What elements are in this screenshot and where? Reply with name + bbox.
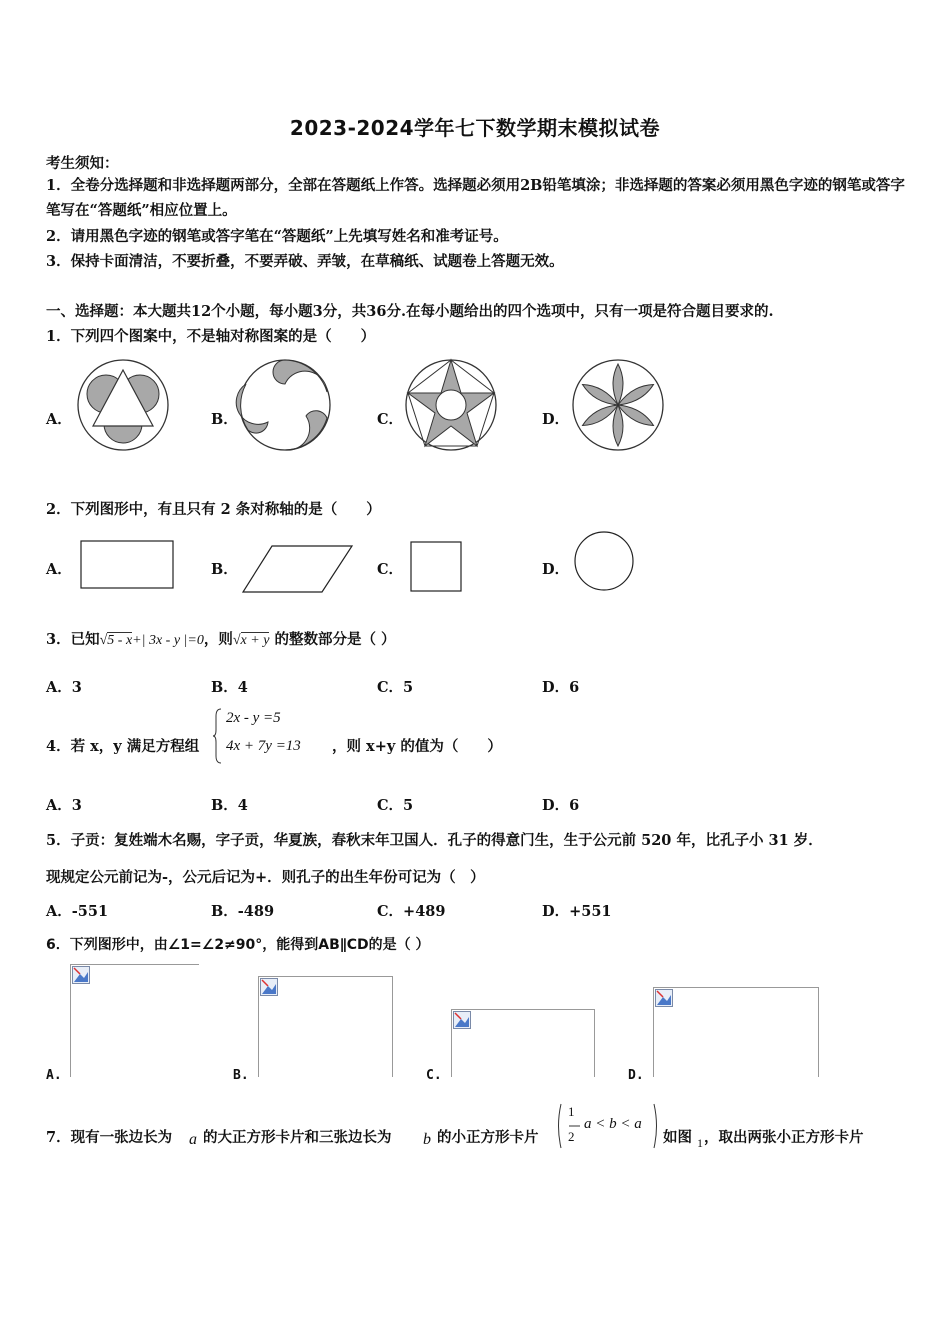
- q5-option-d: D．+551: [542, 903, 612, 920]
- q3-option-b: B．4: [211, 679, 248, 696]
- q4-eq1: 2x - y =5: [226, 710, 281, 726]
- q2-stem: 2．下列图形中，有且只有 2 条对称轴的是（ ）: [46, 501, 381, 518]
- q4-suffix: ，则 x+y 的值为（ ）: [332, 738, 502, 755]
- q6-figure-b-placeholder: [258, 976, 393, 1077]
- q6-label-b: B.: [233, 1068, 249, 1083]
- q1-figure-a: [76, 358, 170, 452]
- q1-figure-d: [571, 358, 665, 452]
- q7-mid2: 的小正方形卡片: [437, 1129, 539, 1146]
- q3-option-c: C．5: [377, 679, 414, 696]
- q7-prefix: 7．现有一张边长为: [46, 1129, 173, 1146]
- q2-figure-rectangle: [80, 540, 175, 590]
- q2-label-b: B．: [211, 561, 238, 578]
- q4-option-a: A．3: [46, 797, 82, 814]
- q7-frac-num: 1: [568, 1104, 575, 1119]
- q5-option-c: C．+489: [377, 903, 446, 920]
- q5-option-b: B．-489: [211, 903, 275, 920]
- q7-fig-num: 1: [697, 1136, 703, 1150]
- q4-prefix: 4．若 x，y 满足方程组: [46, 738, 200, 755]
- q1-label-b: B．: [211, 411, 238, 428]
- q3-expr2-radicand: x + y: [240, 633, 270, 648]
- q6-label-d: D.: [628, 1068, 644, 1083]
- q4-brace: [213, 708, 223, 764]
- q6-label-a: A.: [46, 1068, 62, 1083]
- q7-suffix: ，取出两张小正方形卡片: [704, 1129, 864, 1146]
- broken-image-icon: [260, 978, 278, 996]
- notice-heading: 考生须知：: [46, 155, 119, 172]
- q3-expr1-rest: +| 3x - y |=0: [132, 633, 204, 648]
- broken-image-icon: [453, 1011, 471, 1029]
- q2-figure-circle: [573, 531, 635, 593]
- q1-figure-c: [404, 358, 498, 452]
- q6-figure-c-placeholder: [451, 1009, 595, 1077]
- q1-stem: 1．下列四个图案中，不是轴对称图案的是（ ）: [46, 328, 376, 345]
- q5-line2: 现规定公元前记为-，公元后记为+．则孔子的出生年份可记为（ ）: [46, 869, 485, 886]
- page-title: 2023-2024学年七下数学期末模拟试卷: [289, 116, 661, 140]
- q6-figure-d-placeholder: [653, 987, 819, 1077]
- q7-a: a: [189, 1131, 197, 1148]
- q7-frac-den: 2: [568, 1129, 575, 1144]
- broken-image-icon: [655, 989, 673, 1007]
- notice-item-1: 1．全卷分选择题和非选择题两部分，全部在答题纸上作答。选择题必须用2B铅笔填涂；非选择题的答案必须用黑色字迹的钢笔或答字笔写在“答题纸”相应位置上。: [46, 177, 905, 219]
- q3-mid: ，则: [203, 631, 233, 648]
- q5-line1: 5．子贡：复姓端木名赐，字子贡，华夏族，春秋末年卫国人．孔子的得意门生，生于公元前 520 年，比孔子小 31 岁．: [46, 832, 823, 849]
- q2-label-a: A．: [46, 561, 72, 578]
- q6-stem: 6．下列图形中，由∠1=∠2≠90°，能得到AB∥CD的是（ ）: [46, 937, 430, 953]
- q4-eq2: 4x + 7y =13: [226, 738, 301, 754]
- q7-inequality: a < b < a: [584, 1116, 642, 1132]
- q5-option-a: A．-551: [46, 903, 109, 920]
- q3-option-d: D．6: [542, 679, 580, 696]
- q4-option-b: B．4: [211, 797, 248, 814]
- q7-b: b: [423, 1131, 431, 1148]
- q6-label-c: C.: [426, 1068, 442, 1083]
- q4-option-c: C．5: [377, 797, 414, 814]
- q3-suffix: 的整数部分是（ ）: [274, 631, 396, 648]
- broken-image-icon: [72, 966, 90, 984]
- q6-figure-a-placeholder: [70, 964, 199, 1077]
- q2-figure-parallelogram: [242, 544, 354, 594]
- q1-figure-b: [238, 358, 332, 452]
- q2-label-d: D．: [542, 561, 570, 578]
- q2-figure-square: [410, 541, 464, 593]
- q7-fig: 如图: [663, 1129, 692, 1146]
- section-heading: 一、选择题：本大题共12个小题，每小题3分，共36分.在每小题给出的四个选项中，只有一项是符合题目要求的.: [46, 303, 774, 320]
- q1-label-d: D．: [542, 411, 570, 428]
- q3-expr1-radicand: 5 - x: [107, 633, 133, 648]
- q3-option-a: A．3: [46, 679, 82, 696]
- q3-stem: 3．已知√5 - x+| 3x - y |=0，则√x + y 的整数部分是（ ）: [46, 631, 396, 648]
- q2-label-c: C．: [377, 561, 404, 578]
- q3-prefix: 3．已知: [46, 631, 100, 648]
- q7-mid1: 的大正方形卡片和三张边长为: [203, 1129, 392, 1146]
- notice-item-3: 3．保持卡面清洁，不要折叠，不要弄破、弄皱，在草稿纸、试题卷上答题无效。: [46, 253, 564, 270]
- q1-label-c: C．: [377, 411, 404, 428]
- q4-option-d: D．6: [542, 797, 580, 814]
- q1-label-a: A．: [46, 411, 72, 428]
- notice-item-2: 2．请用黑色字迹的钢笔或答字笔在“答题纸”上先填写姓名和准考证号。: [46, 228, 508, 245]
